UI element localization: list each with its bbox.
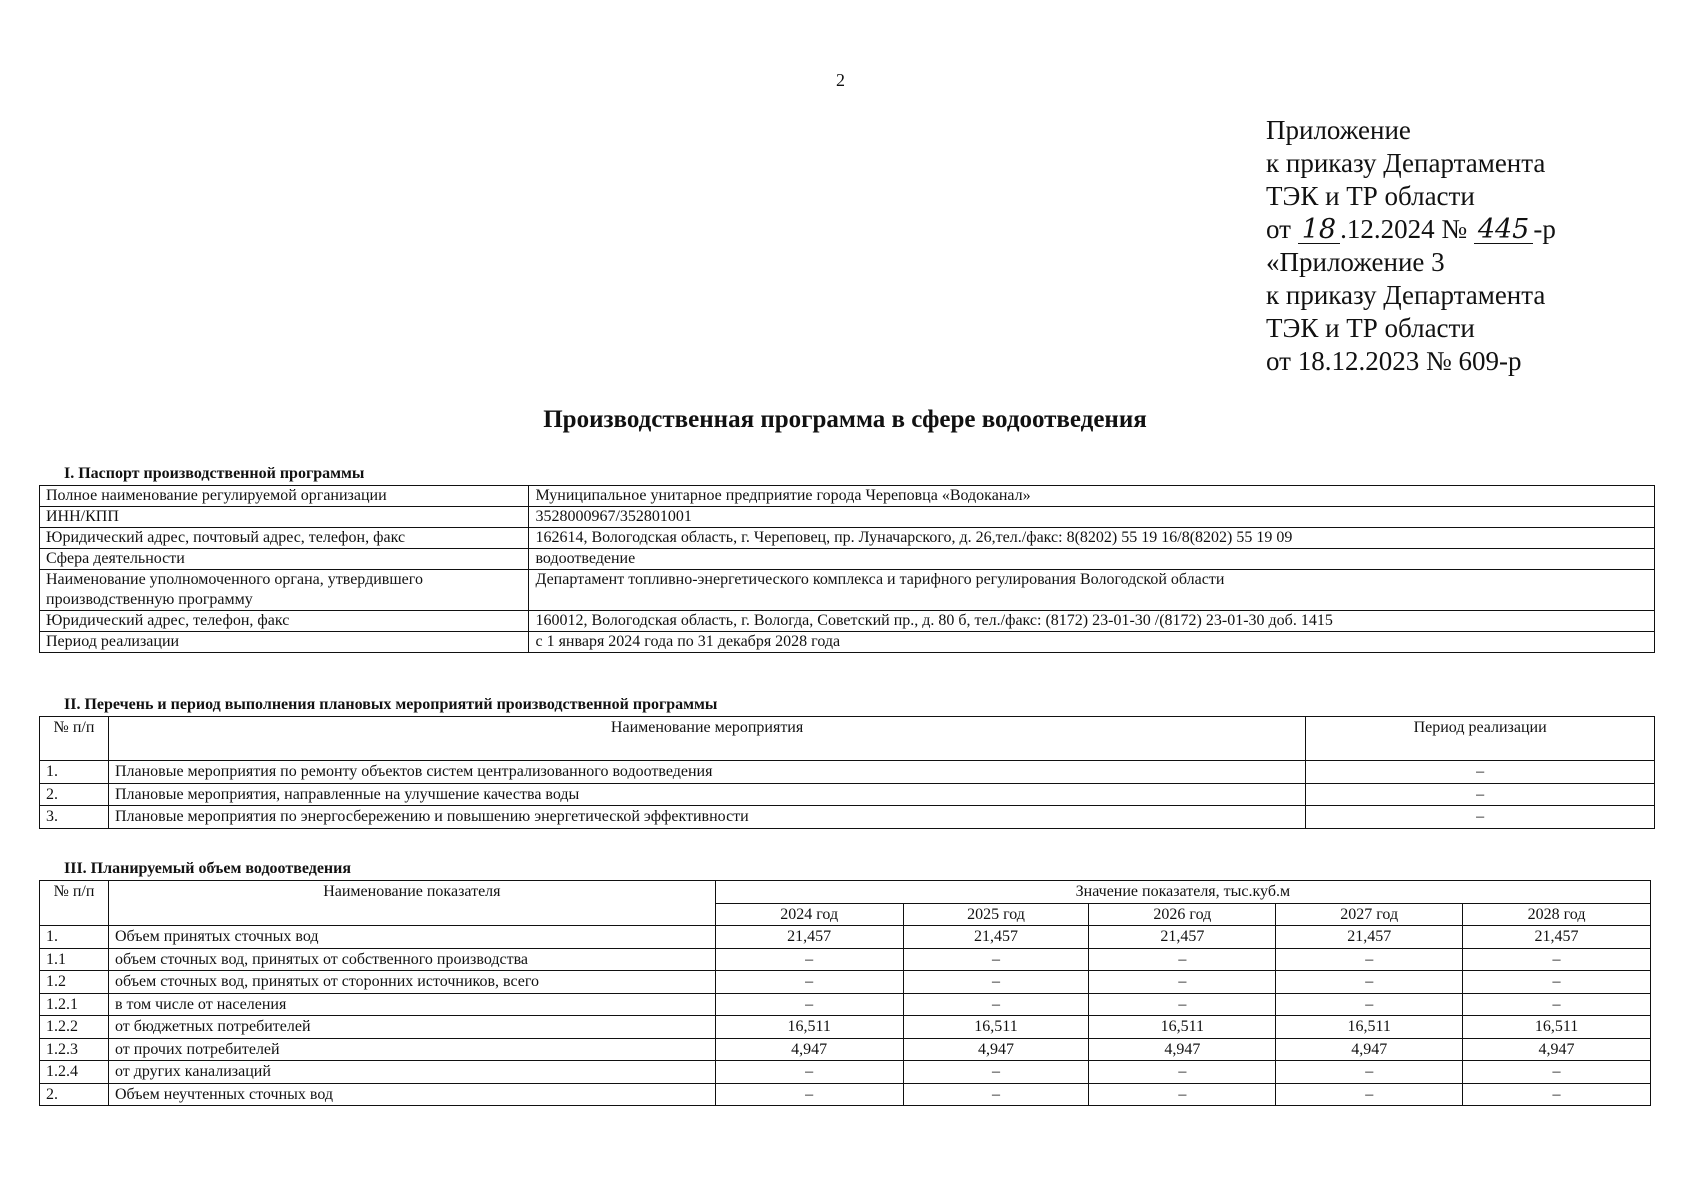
volume-header-year: 2027 год	[1276, 903, 1463, 926]
volume-value: 16,511	[1089, 1016, 1276, 1039]
measure-row	[40, 806, 1655, 829]
measures-header-num: № п/п	[40, 717, 109, 761]
measures-table	[39, 716, 1655, 829]
volume-num: 1.2.2	[40, 1016, 109, 1039]
volume-header-year: 2028 год	[1463, 903, 1651, 926]
measure-row	[40, 761, 1655, 784]
volume-name: объем сточных вод, принятых от сторонних источников, всего	[108, 971, 715, 994]
document-title: Производственная программа в сфере водоотведения	[543, 406, 1147, 433]
volume-value: –	[1463, 1061, 1651, 1084]
volume-name: от других канализаций	[108, 1061, 715, 1084]
volume-value: 4,947	[1276, 1038, 1463, 1061]
volume-header-year: 2025 год	[903, 903, 1089, 926]
appendix-line: к приказу Департамента	[1266, 280, 1546, 310]
volume-value: 4,947	[1463, 1038, 1651, 1061]
passport-label: Наименование уполномоченного органа, утвердившего производственную программу	[40, 570, 529, 611]
page-number: 2	[836, 70, 845, 90]
measure-period: –	[1306, 806, 1655, 829]
measure-num: 3.	[40, 806, 109, 829]
passport-value: Департамент топливно-энергетического комплекса и тарифного регулирования Вологодской области	[529, 570, 1655, 611]
passport-row	[40, 549, 1655, 570]
measure-period: –	[1306, 761, 1655, 784]
volume-header-year: 2024 год	[715, 903, 903, 926]
volume-value: 16,511	[715, 1016, 903, 1039]
volume-num: 1.	[40, 926, 109, 949]
volume-value: –	[715, 1083, 903, 1106]
volume-header-num: № п/п	[40, 881, 109, 926]
measure-num: 1.	[40, 761, 109, 784]
appendix-order-line	[1266, 213, 1556, 246]
volume-name: Объем принятых сточных вод	[108, 926, 715, 949]
volume-value: –	[1089, 948, 1276, 971]
volume-value: –	[715, 971, 903, 994]
section3-title: III. Планируемый объем водоотведения	[64, 860, 352, 877]
volume-value: –	[1089, 1083, 1276, 1106]
volume-value: 16,511	[903, 1016, 1089, 1039]
volume-row	[40, 993, 1651, 1016]
passport-label: Юридический адрес, телефон, факс	[40, 611, 529, 632]
volume-value: –	[903, 971, 1089, 994]
measure-name: Плановые мероприятия по энергосбережению и повышению энергетической эффективности	[108, 806, 1305, 829]
volume-name: Объем неучтенных сточных вод	[108, 1083, 715, 1106]
volume-header-year: 2026 год	[1089, 903, 1276, 926]
volume-num: 1.2	[40, 971, 109, 994]
volume-value: –	[1089, 1061, 1276, 1084]
volume-num: 1.1	[40, 948, 109, 971]
volume-name: объем сточных вод, принятых от собственного производства	[108, 948, 715, 971]
measure-period: –	[1306, 783, 1655, 806]
passport-value: Муниципальное унитарное предприятие города Череповца «Водоканал»	[529, 486, 1655, 507]
volume-row	[40, 1083, 1651, 1106]
order-date-rest: .12.2024 №	[1340, 214, 1468, 244]
volume-value: 21,457	[903, 926, 1089, 949]
passport-row	[40, 611, 1655, 632]
order-number-handwritten: 445	[1474, 217, 1534, 244]
passport-value: 3528000967/352801001	[529, 507, 1655, 528]
volume-value: –	[1276, 993, 1463, 1016]
order-day-handwritten: 18	[1298, 217, 1340, 244]
measure-name: Плановые мероприятия, направленные на улучшение качества воды	[108, 783, 1305, 806]
volume-value: 16,511	[1463, 1016, 1651, 1039]
passport-table	[39, 485, 1655, 653]
passport-label: Юридический адрес, почтовый адрес, телефон, факс	[40, 528, 529, 549]
measure-num: 2.	[40, 783, 109, 806]
passport-value: 162614, Вологодская область, г. Череповец, пр. Луначарского, д. 26,тел./факс: 8(8202) 55 19 16/8(8202) 55 19 09	[529, 528, 1655, 549]
volume-value: 4,947	[715, 1038, 903, 1061]
appendix-line: «Приложение 3	[1266, 247, 1445, 277]
passport-label: Период реализации	[40, 632, 529, 653]
volume-value: –	[903, 993, 1089, 1016]
volume-row	[40, 1038, 1651, 1061]
appendix-line: к приказу Департамента	[1266, 148, 1546, 178]
passport-value: 160012, Вологодская область, г. Вологда, Советский пр., д. 80 б, тел./факс: (8172) 23-01-30 /(8172) 23-01-30 доб. 1415	[529, 611, 1655, 632]
passport-row	[40, 570, 1655, 611]
section1-title: I. Паспорт производственной программы	[64, 465, 365, 482]
measures-header-period: Период реализации	[1306, 717, 1655, 761]
volume-num: 1.2.3	[40, 1038, 109, 1061]
appendix-line: от 18.12.2023 № 609-р	[1266, 346, 1522, 376]
volume-value: –	[1089, 993, 1276, 1016]
appendix-line: Приложение	[1266, 115, 1411, 145]
volume-row	[40, 926, 1651, 949]
volume-value: –	[903, 948, 1089, 971]
measure-row	[40, 783, 1655, 806]
volume-value: 21,457	[1463, 926, 1651, 949]
volume-value: –	[715, 948, 903, 971]
volume-value: 21,457	[715, 926, 903, 949]
volume-value: 21,457	[1089, 926, 1276, 949]
volume-value: –	[1463, 971, 1651, 994]
volume-value: 21,457	[1276, 926, 1463, 949]
volume-name: от прочих потребителей	[108, 1038, 715, 1061]
order-prefix: от	[1266, 214, 1291, 244]
volume-name: в том числе от населения	[108, 993, 715, 1016]
volume-value: –	[1276, 948, 1463, 971]
volume-value: –	[1276, 1061, 1463, 1084]
volume-value: 16,511	[1276, 1016, 1463, 1039]
measure-name: Плановые мероприятия по ремонту объектов систем централизованного водоотведения	[108, 761, 1305, 784]
volume-value: –	[1463, 993, 1651, 1016]
passport-row	[40, 528, 1655, 549]
volume-value: 4,947	[1089, 1038, 1276, 1061]
passport-row	[40, 632, 1655, 653]
volume-value: –	[1463, 1083, 1651, 1106]
volume-num: 1.2.1	[40, 993, 109, 1016]
volume-value: –	[1463, 948, 1651, 971]
volume-row	[40, 1016, 1651, 1039]
volume-value: –	[715, 1061, 903, 1084]
order-suffix: -р	[1533, 214, 1556, 244]
volume-value: –	[1089, 971, 1276, 994]
volume-value: –	[715, 993, 903, 1016]
volume-num: 1.2.4	[40, 1061, 109, 1084]
passport-label: Полное наименование регулируемой организации	[40, 486, 529, 507]
passport-row	[40, 507, 1655, 528]
volume-num: 2.	[40, 1083, 109, 1106]
passport-label: Сфера деятельности	[40, 549, 529, 570]
volume-row	[40, 948, 1651, 971]
measures-header-name: Наименование мероприятия	[108, 717, 1305, 761]
volume-value: 4,947	[903, 1038, 1089, 1061]
section2-title: II. Перечень и период выполнения плановых мероприятий производственной программы	[64, 696, 718, 713]
appendix-line: ТЭК и ТР области	[1266, 313, 1475, 343]
volume-value: –	[903, 1083, 1089, 1106]
volume-table	[39, 880, 1651, 1106]
volume-name: от бюджетных потребителей	[108, 1016, 715, 1039]
appendix-block	[1266, 114, 1556, 378]
volume-value: –	[1276, 1083, 1463, 1106]
passport-value: с 1 января 2024 года по 31 декабря 2028 года	[529, 632, 1655, 653]
volume-header-value-group: Значение показателя, тыс.куб.м	[715, 881, 1650, 904]
volume-value: –	[1276, 971, 1463, 994]
volume-value: –	[903, 1061, 1089, 1084]
passport-row	[40, 486, 1655, 507]
passport-value: водоотведение	[529, 549, 1655, 570]
appendix-line: ТЭК и ТР области	[1266, 181, 1475, 211]
volume-row	[40, 971, 1651, 994]
volume-header-name: Наименование показателя	[108, 881, 715, 926]
volume-row	[40, 1061, 1651, 1084]
passport-label: ИНН/КПП	[40, 507, 529, 528]
